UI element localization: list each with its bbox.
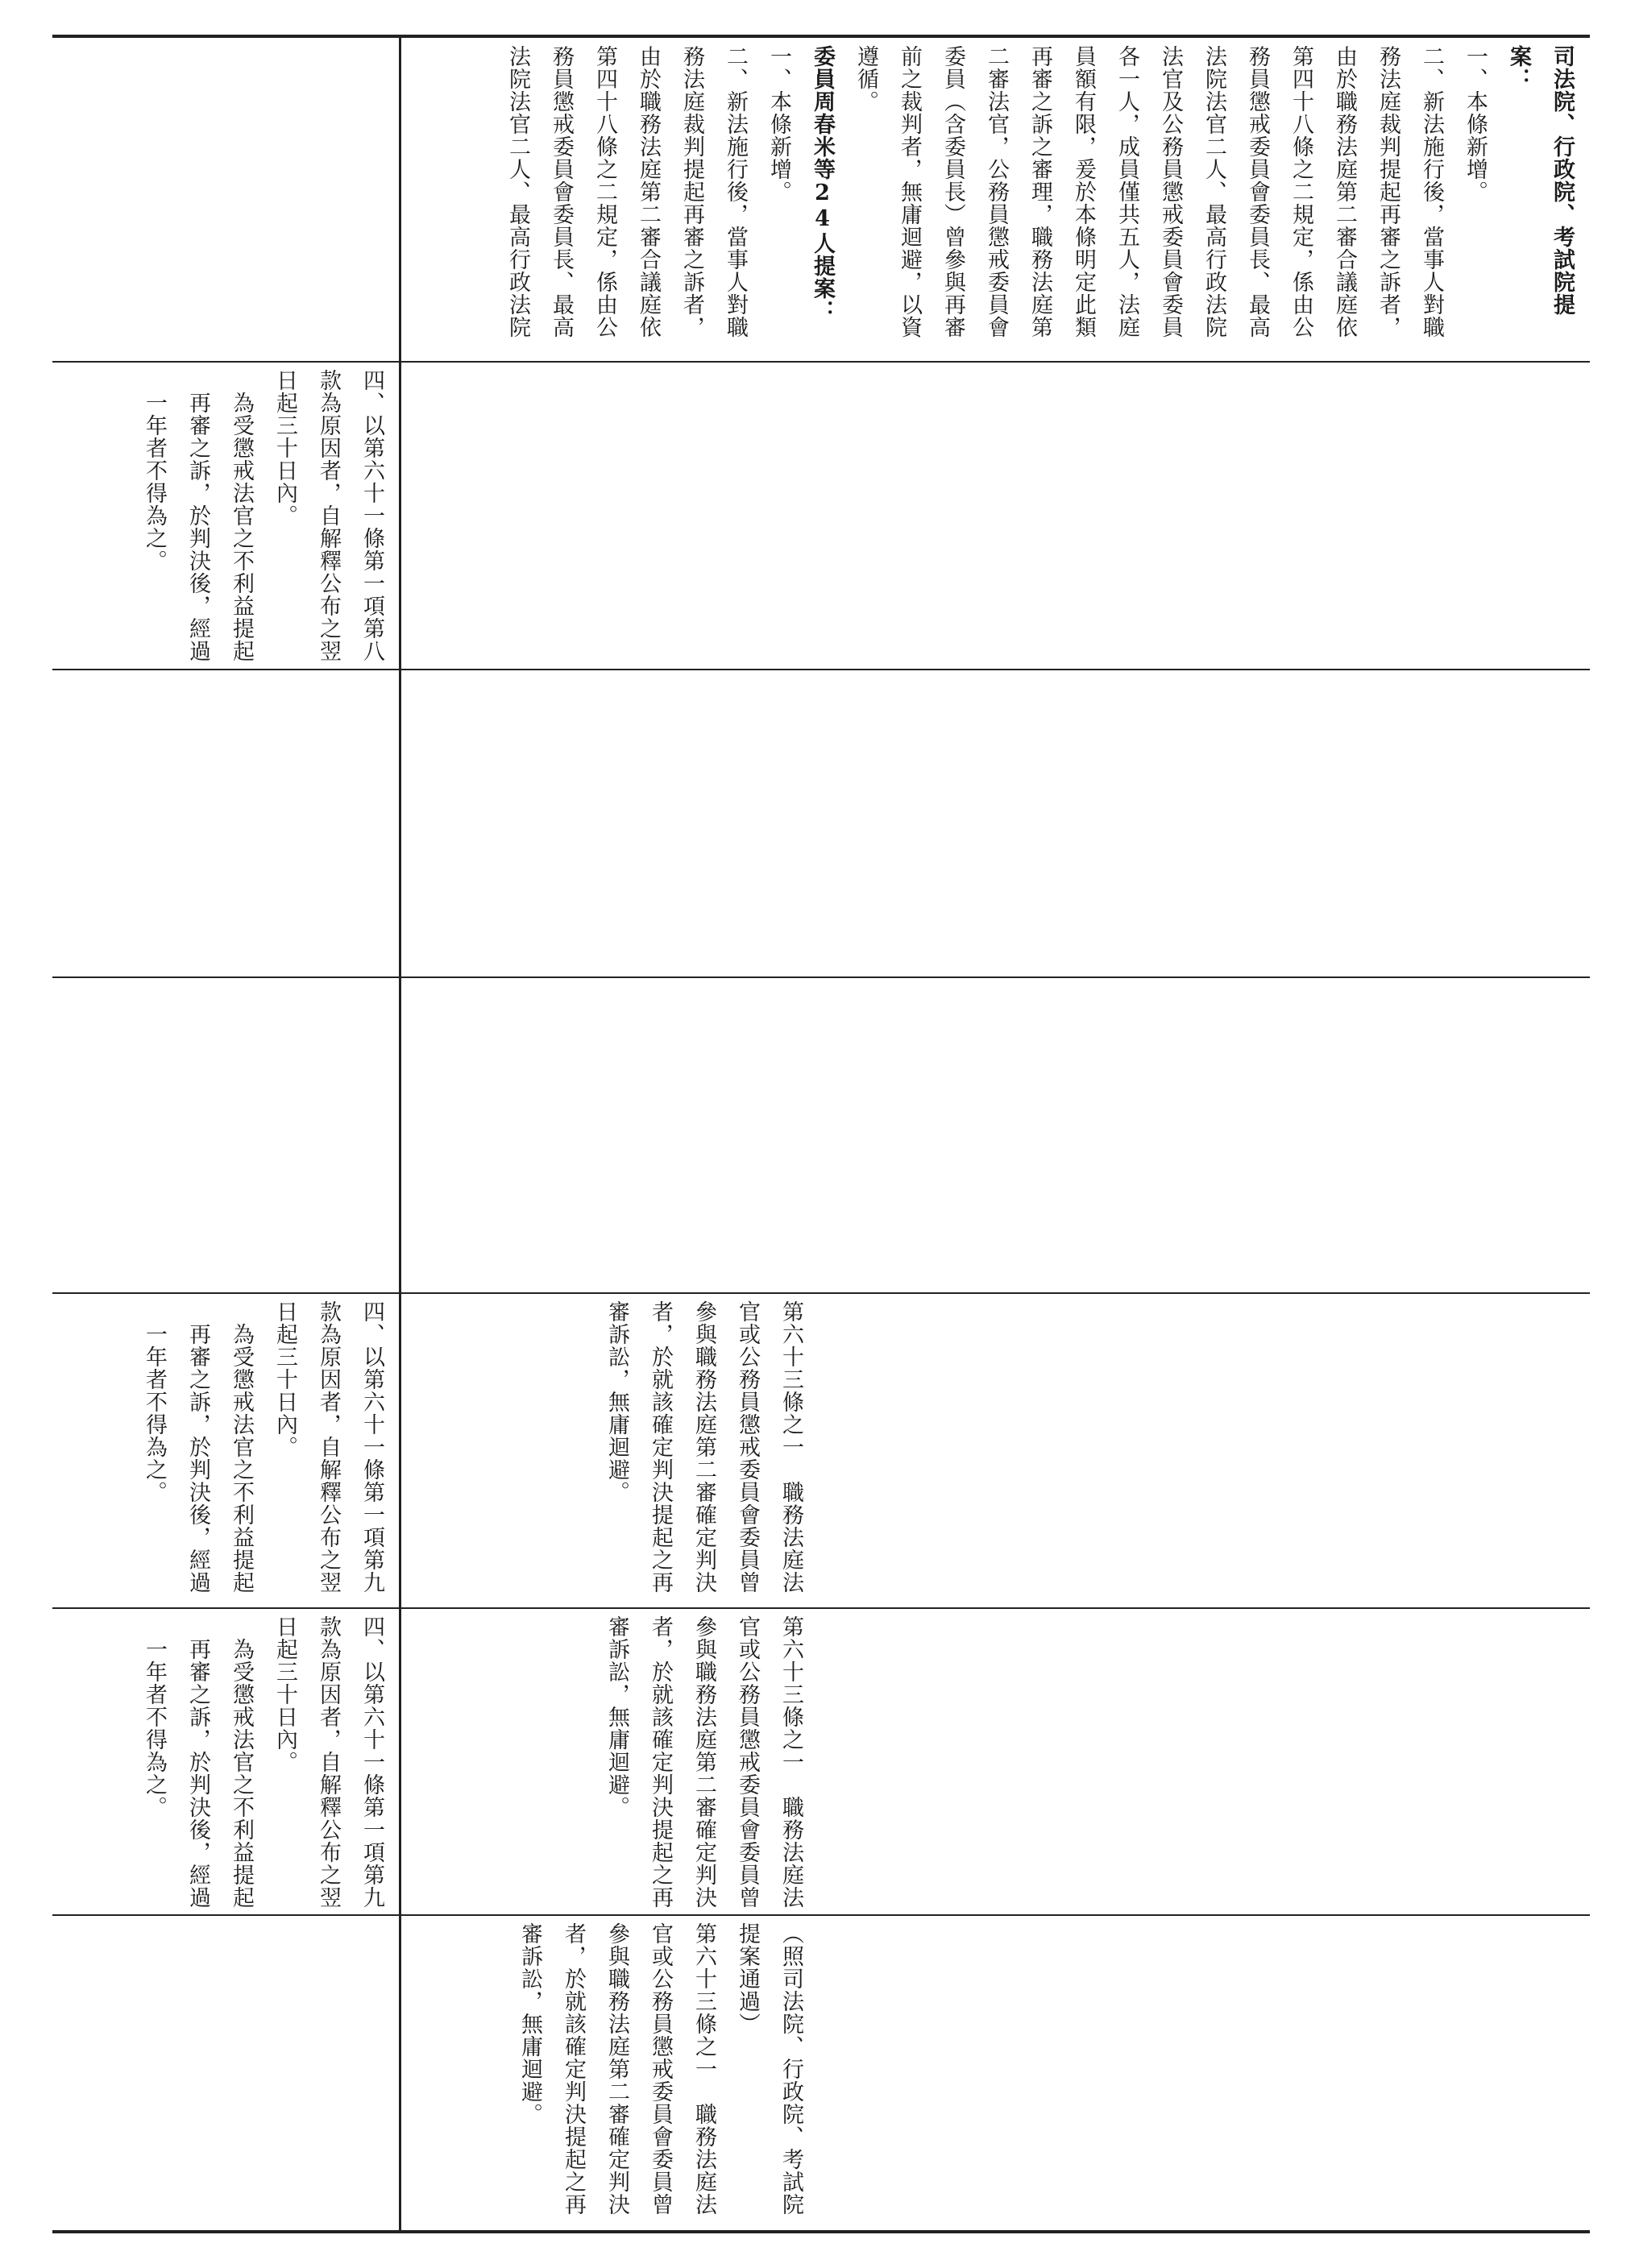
left-cell-r0 xyxy=(56,40,395,359)
right-cell-r3 xyxy=(407,981,1583,1289)
table-bottom-border xyxy=(52,2230,1590,2233)
left-cell-r4 xyxy=(63,1300,393,1603)
right-cell-r4 xyxy=(409,1300,812,1603)
right-cell-r1 xyxy=(407,367,1583,666)
right-cell-r6 xyxy=(409,1922,812,2227)
proposal-heading-2: 委員周春米等24人提案： xyxy=(810,45,835,322)
row-divider xyxy=(52,1292,1590,1294)
left-cell-r3 xyxy=(56,981,395,1289)
note-item-2b: 二、新法施行後，當事人對職務法庭裁判提起再審之訴者，由於職務法庭第二審合議庭依第四十八條之二規定，係由公務員懲戒委員會委員長、最高法院法官二人、最高行政法院 xyxy=(505,45,748,338)
article-63-1-text: 第六十三條之一 職務法庭法官或公務員懲戒委員會委員曾參與職務法庭第二審確定判決者，於就該確定判決提起之再審訴訟，無庸迴避。 xyxy=(517,1922,716,2216)
right-cell-r2 xyxy=(407,674,1583,973)
article-63-1-text: 第六十三條之一 職務法庭法官或公務員懲戒委員會委員曾參與職務法庭第二審確定判決者，於就該確定判決提起之再審訴訟，無庸迴避。 xyxy=(604,1300,803,1594)
right-cell-r0 xyxy=(407,45,1583,358)
article-63-1-text: 第六十三條之一 職務法庭法官或公務員懲戒委員會委員曾參與職務法庭第二審確定判決者，於就該確定判決提起之再審訴訟，無庸迴避。 xyxy=(604,1615,803,1909)
row-divider xyxy=(52,1607,1590,1609)
left-cell-r1 xyxy=(63,369,393,665)
clause-four-para: 四、以第六十一條第一項第九款為原因者，自解釋公布之翌日起三十日內。 xyxy=(272,1615,384,1909)
note-item-1b: 一、本條新增。 xyxy=(766,45,791,203)
row-divider xyxy=(52,669,1590,670)
note-item-1: 一、本條新增。 xyxy=(1463,45,1488,203)
table-top-border xyxy=(52,35,1590,38)
row-divider xyxy=(52,1914,1590,1916)
disadvantage-para: 為受懲戒法官之不利益提起再審之訴，於判決後，經過一年者不得為之。 xyxy=(142,1323,254,1594)
right-cell-r5 xyxy=(409,1615,812,1910)
left-cell-r5 xyxy=(63,1615,393,1910)
row-divider xyxy=(52,976,1590,978)
disadvantage-para: 為受懲戒法官之不利益提起再審之訴，於判決後，經過一年者不得為之。 xyxy=(142,1638,254,1909)
resolution-note: （照司法院、行政院、考試院提案通過） xyxy=(735,1922,803,2216)
disadvantage-para: 為受懲戒法官之不利益提起再審之訴，於判決後，經過一年者不得為之。 xyxy=(142,392,254,662)
clause-four-para: 四、以第六十一條第一項第九款為原因者，自解釋公布之翌日起三十日內。 xyxy=(272,1300,384,1594)
left-cell-r6 xyxy=(56,1919,395,2227)
row-divider xyxy=(52,361,1590,363)
column-divider xyxy=(399,35,401,2232)
proposal-heading: 司法院、行政院、考試院提案： xyxy=(1506,45,1575,316)
clause-four-para: 四、以第六十一條第一項第八款為原因者，自解釋公布之翌日起三十日內。 xyxy=(272,369,384,662)
note-item-2: 二、新法施行後，當事人對職務法庭裁判提起再審之訴者，由於職務法庭第二審合議庭依第四十八條之二規定，係由公務員懲戒委員會委員長、最高法院法官二人、最高行政法院法官及公務員懲戒委員會委員各一人，成員僅共五人，法庭員額有限，爰於本條明定此類再審之訴之審理，職務法庭第二審法官，公務員懲戒委員會委員（含委員長）曾參與再審前之裁判者，無庸迴避，以資遵循。 xyxy=(853,45,1444,338)
left-cell-r2 xyxy=(56,674,395,973)
